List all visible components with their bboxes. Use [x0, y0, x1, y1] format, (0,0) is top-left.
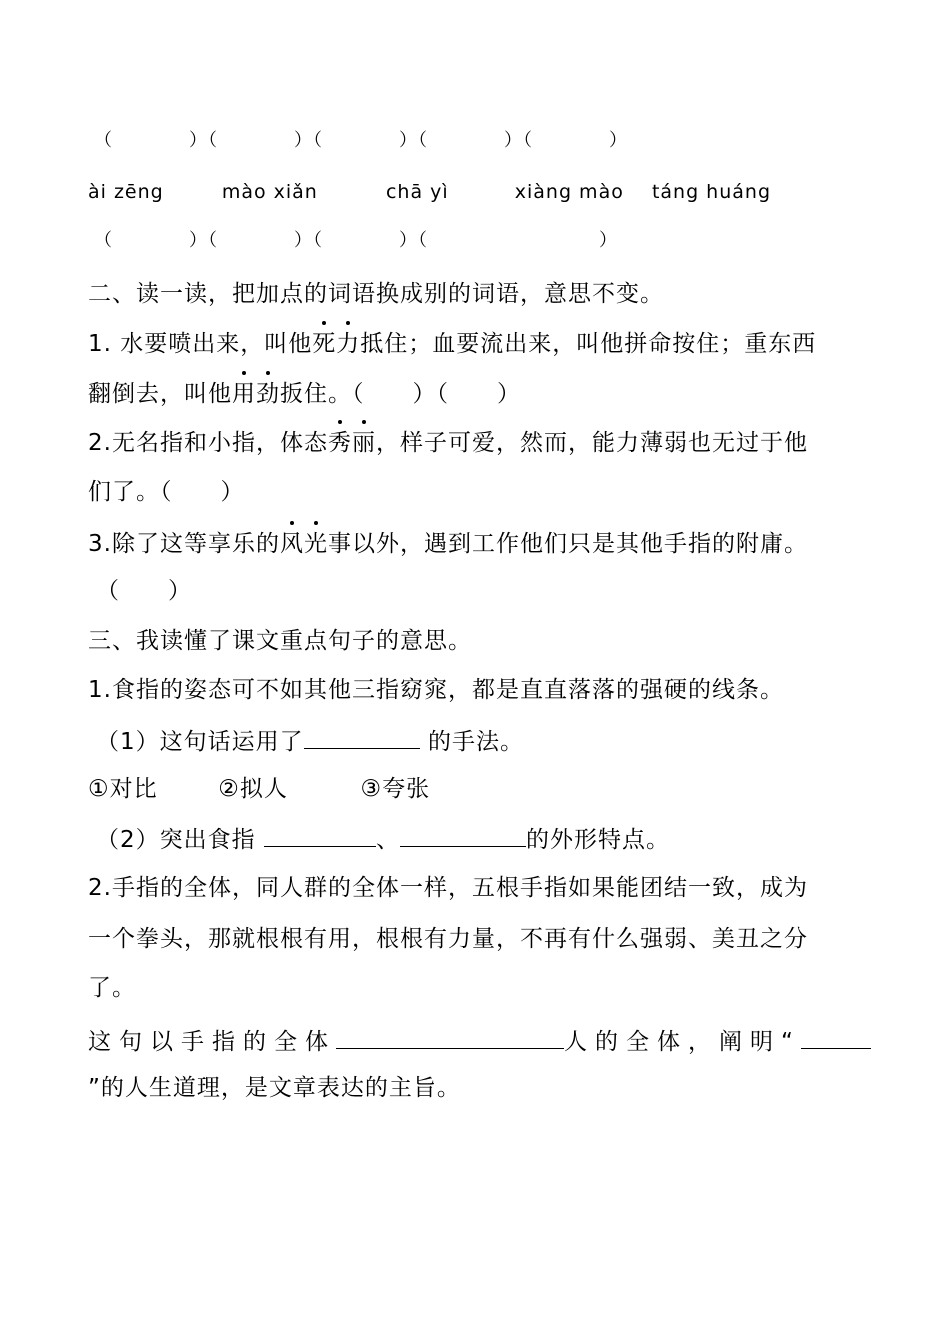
text: 这句以手指的全体	[88, 1029, 336, 1055]
dotted-char: 光	[303, 531, 328, 557]
option-3: ③夸张	[360, 776, 431, 802]
pinyin-item: xiàng mào	[514, 181, 624, 203]
section3-q1-options	[88, 774, 430, 804]
section3-q2-line5: ”的人生道理，是文章表达的主旨。	[88, 1075, 461, 1101]
answer-blank[interactable]	[400, 822, 526, 847]
text: 翻倒去，叫他	[88, 381, 232, 407]
text: 2.无名指和小指，体态	[88, 430, 328, 456]
pinyin-item: chā yì	[385, 181, 449, 203]
section3-q2-line2: 一个拳头，那就根根有用，根根有力量，不再有什么强弱、美丑之分	[88, 926, 808, 952]
dotted-char: 力	[336, 331, 361, 357]
section3-q1-sub1	[96, 724, 524, 757]
dotted-char: 死	[312, 331, 337, 357]
section2-q3-line1	[88, 529, 808, 559]
pinyin-item: ài zēng	[88, 181, 164, 203]
text: 的手法。	[419, 729, 524, 755]
text: 1. 水要喷出来，叫他	[88, 331, 313, 357]
pinyin-item: táng huáng	[651, 181, 772, 203]
section3-q1-sentence: 1.食指的姿态可不如其他三指窈窕，都是直直落落的强硬的线条。	[88, 677, 784, 703]
section3-q2-line3: 了。	[88, 975, 136, 1001]
section2-q1-line1	[88, 329, 816, 359]
answer-blank[interactable]	[801, 1024, 871, 1049]
answer-blank[interactable]	[304, 724, 420, 749]
text: 3.除了这等享乐的	[88, 531, 280, 557]
section3-q2-line1: 2.手指的全体，同人群的全体一样，五根手指如果能团结一致，成为	[88, 875, 808, 901]
dotted-char: 秀	[327, 430, 352, 456]
answer-blank[interactable]	[264, 822, 376, 847]
section2-heading: 二、读一读，把加点的词语换成别的词语，意思不变。	[88, 281, 664, 307]
text: 、	[375, 827, 400, 853]
dotted-char: 丽	[351, 430, 376, 456]
section3-heading: 三、我读懂了课文重点句子的意思。	[88, 628, 472, 654]
text: 人的全体，阐明“	[564, 1029, 801, 1055]
text: 抵住；血要流出来，叫他拼命按住；重东西	[360, 331, 817, 357]
paren-row-1: （ ）（ ）（ ）（ ）（ ）	[94, 130, 628, 151]
section2-q1-line2	[88, 379, 521, 409]
dotted-char: 风	[279, 531, 304, 557]
section3-q1-sub2	[96, 822, 670, 855]
dotted-char: 用	[232, 381, 256, 407]
section3-q2-line4	[88, 1024, 871, 1057]
text: 的外形特点。	[525, 827, 670, 853]
text: 事以外，遇到工作他们只是其他手指的附庸。	[327, 531, 808, 557]
text: （2）突出食指	[96, 827, 264, 853]
text: （1）这句话运用了	[96, 729, 304, 755]
section2-q3-line2: （ ）	[96, 578, 192, 604]
pinyin-item: mào xiǎn	[221, 181, 318, 203]
answer-blank[interactable]	[336, 1024, 564, 1049]
dotted-char: 劲	[256, 381, 280, 407]
paren-row-2: （ ）（ ）（ ）（ ）	[94, 230, 618, 251]
pinyin-row	[88, 177, 771, 207]
text: 扳住。（ ）（ ）	[280, 381, 521, 407]
section2-q2-line1	[88, 428, 808, 458]
option-1: ①对比	[88, 776, 158, 802]
text: ，样子可爱，然而，能力薄弱也无过于他	[375, 430, 808, 456]
option-2: ②拟人	[218, 776, 288, 802]
section2-q2-line2: 们了。（ ）	[88, 479, 245, 505]
